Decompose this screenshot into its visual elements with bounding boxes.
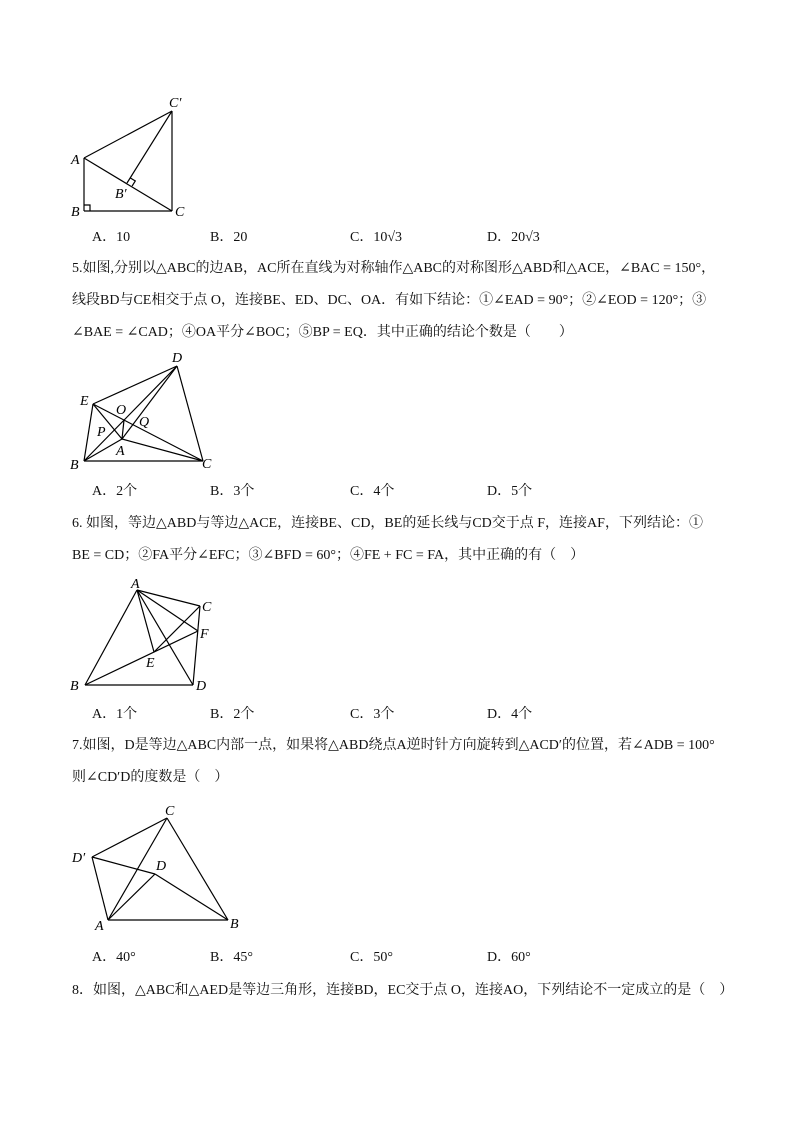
segment-dprime-d bbox=[92, 857, 155, 874]
segment-a-c bbox=[137, 590, 200, 606]
q5-option-d[interactable]: D．5个 bbox=[487, 484, 533, 499]
segment-e-c bbox=[93, 404, 203, 461]
right-angle-mark-b bbox=[84, 205, 90, 211]
segment-a-e bbox=[93, 404, 122, 439]
label-a: A bbox=[131, 577, 140, 592]
q4-option-a[interactable]: A．10 bbox=[92, 230, 131, 245]
label-q: Q bbox=[139, 415, 150, 430]
q8-line-1: 8．如图，△ABC和△AED是等边三角形，连接BD，EC交于点 O，连接AO，下列结论不一定成立的是（ ） bbox=[72, 983, 734, 998]
label-b-prime: B′ bbox=[115, 187, 127, 202]
q4-option-c[interactable]: C．10√3 bbox=[350, 230, 403, 245]
segment-a-d bbox=[108, 874, 155, 920]
q5-line-1: 5.如图,分别以△ABC的边AB，AC所在直线为对称轴作△ABC的对称图形△ABD和△ACE，∠BAC = 150°， bbox=[72, 261, 716, 276]
segment-c-a bbox=[108, 818, 167, 920]
label-p: P bbox=[97, 425, 106, 440]
q6-option-c[interactable]: C．3个 bbox=[350, 707, 395, 722]
label-d: D bbox=[172, 351, 183, 366]
q6-line-1: 6. 如图，等边△ABD与等边△ACE，连接BE、CD，BE的延长线与CD交于点 F，连接AF，下列结论：① bbox=[72, 516, 703, 531]
segment-b-c bbox=[167, 818, 228, 920]
label-a: A bbox=[71, 153, 80, 168]
segment-a-e bbox=[137, 590, 154, 652]
label-d: D bbox=[196, 679, 207, 694]
segment-a-b bbox=[85, 590, 137, 685]
label-a: A bbox=[95, 919, 104, 934]
segment-c-d bbox=[193, 606, 200, 685]
q6-option-b[interactable]: B．2个 bbox=[210, 707, 255, 722]
label-d-prime: D′ bbox=[72, 851, 86, 866]
q7-line-1: 7.如图，D是等边△ABC内部一点，如果将△ABD绕点A逆时针方向旋转到△ACD′的位置，若∠ADB = 100° bbox=[72, 738, 715, 753]
q7-option-a[interactable]: A．40° bbox=[92, 950, 136, 965]
segment-a-c bbox=[122, 439, 203, 461]
segment-a-c bbox=[84, 158, 172, 211]
segment-bprime-cprime bbox=[127, 111, 172, 183]
q7-option-c[interactable]: C．50° bbox=[350, 950, 393, 965]
label-b: B bbox=[70, 458, 79, 473]
segment-d-b bbox=[155, 874, 228, 920]
q6-option-d[interactable]: D．4个 bbox=[487, 707, 533, 722]
right-angle-mark-bprime bbox=[130, 178, 135, 186]
q5-option-b[interactable]: B．3个 bbox=[210, 484, 255, 499]
segment-d-c bbox=[177, 366, 203, 461]
q5-option-a[interactable]: A．2个 bbox=[92, 484, 138, 499]
label-c: C bbox=[202, 457, 212, 472]
segment-a-b bbox=[84, 439, 122, 461]
q5-option-c[interactable]: C．4个 bbox=[350, 484, 395, 499]
label-a: A bbox=[116, 444, 125, 459]
q7-option-b[interactable]: B．45° bbox=[210, 950, 253, 965]
segment-o-a bbox=[122, 420, 124, 439]
q7-line-2: 则∠CD′D的度数是（ ） bbox=[72, 770, 229, 785]
segment-a-dprime bbox=[92, 857, 108, 920]
label-e: E bbox=[80, 394, 89, 409]
q4-option-b[interactable]: B．20 bbox=[210, 230, 248, 245]
label-b: B bbox=[71, 205, 80, 220]
label-c: C bbox=[202, 600, 212, 615]
segment-dprime-c bbox=[92, 818, 167, 857]
segment-a-cprime bbox=[84, 111, 172, 158]
segment-e-d bbox=[93, 366, 177, 404]
label-c-prime: C′ bbox=[169, 96, 182, 111]
segment-a-f bbox=[137, 590, 198, 631]
q7-option-d[interactable]: D．60° bbox=[487, 950, 531, 965]
segment-b-d bbox=[84, 366, 177, 461]
q5-line-3: ∠BAE = ∠CAD；④OA平分∠BOC；⑤BP = EQ．其中正确的结论个数是（ ） bbox=[72, 325, 573, 340]
label-o: O bbox=[116, 403, 127, 418]
label-e: E bbox=[146, 656, 155, 671]
q6-line-2: BE = CD；②FA平分∠EFC；③∠BFD = 60°；④FE + FC = FA，其中正确的有（ ） bbox=[72, 548, 585, 563]
label-c: C bbox=[165, 804, 175, 819]
q6-option-a[interactable]: A．1个 bbox=[92, 707, 138, 722]
q5-line-2: 线段BD与CE相交于点 O，连接BE、ED、DC、OA．有如下结论：①∠EAD = 90°；②∠EOD = 120°；③ bbox=[72, 293, 707, 308]
segment-b-f bbox=[85, 631, 198, 685]
label-f: F bbox=[200, 627, 209, 642]
label-c: C bbox=[175, 205, 185, 220]
q4-option-d[interactable]: D．20√3 bbox=[487, 230, 540, 245]
label-b: B bbox=[230, 917, 239, 932]
segment-a-d bbox=[137, 590, 193, 685]
segment-c-e bbox=[154, 606, 200, 652]
label-d: D bbox=[156, 859, 167, 874]
segment-a-d bbox=[122, 366, 177, 439]
label-b: B bbox=[70, 679, 79, 694]
segment-e-b bbox=[84, 404, 93, 461]
